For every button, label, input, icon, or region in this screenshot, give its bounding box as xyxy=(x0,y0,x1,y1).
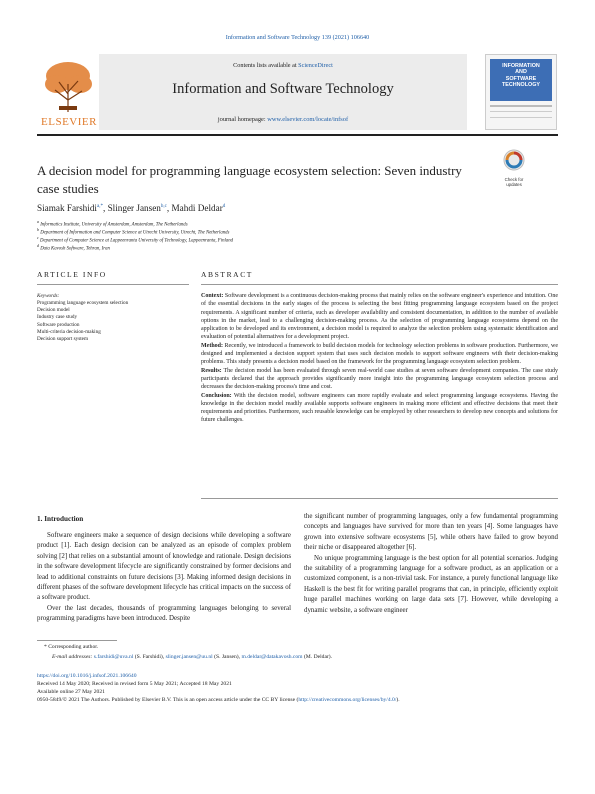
contents-line xyxy=(99,62,467,69)
email-link[interactable]: slinger.jansen@uu.nl xyxy=(165,654,213,660)
affiliation-text: Data Kavosh Software, Tehran, Iran xyxy=(40,246,110,252)
affiliation-key: a xyxy=(37,219,39,224)
keywords-label: Keywords: xyxy=(37,293,60,299)
author-name: Siamak Farshidi xyxy=(37,203,97,213)
doi-link[interactable]: https://doi.org/10.1016/j.infsof.2021.106640 xyxy=(37,673,137,679)
journal-cover xyxy=(485,54,557,130)
check-updates-icon xyxy=(500,148,528,172)
body-right-column xyxy=(304,512,558,616)
cover-divider xyxy=(490,111,552,112)
copyright-text: 0950-5849/© 2021 The Authors. Published by Elsevier B.V. This is an open access article under the CC BY license ( xyxy=(37,697,299,703)
abstract-paragraph xyxy=(201,342,558,367)
cover-divider xyxy=(490,105,552,107)
publisher-logo xyxy=(37,54,99,130)
section-heading: 1. Introduction xyxy=(37,515,84,523)
body-paragraph: the significant number of programming languages, only a few fundamental programming concepts and languages have survived for more than ten years [4]. Some languages have grown into extensive software ecosystems [5], while others have failed to grow beyond their niche or disappeared altogether [6]. xyxy=(304,513,558,552)
keyword: Decision support system xyxy=(37,336,89,342)
keyword: Multi-criteria decision-making xyxy=(37,329,101,335)
header-rule xyxy=(37,134,558,136)
abstract-heading: ABSTRACT xyxy=(201,270,253,279)
journal-header xyxy=(37,54,558,130)
abstract-body xyxy=(201,292,558,425)
journal-title: Information and Software Technology xyxy=(172,81,394,97)
abstract-paragraph xyxy=(201,367,558,392)
asterisk: * xyxy=(44,644,49,650)
footnote-rule xyxy=(37,640,117,641)
check-updates-label: Check for updates xyxy=(504,177,524,187)
email-link[interactable]: s.farshidi@uva.nl xyxy=(93,654,134,660)
affiliation-text: Department of Information and Computer Science at Utrecht University, Utrecht, The Netherlands xyxy=(40,230,230,236)
abstract-end-rule xyxy=(201,498,558,499)
keyword: Programming language ecosystem selection xyxy=(37,300,129,306)
received-dates: Received 14 May 2020; Received in revised form 5 May 2021; Accepted 18 May 2021 xyxy=(37,681,232,687)
publisher-name: ELSEVIER xyxy=(41,116,97,128)
author-list xyxy=(37,203,225,213)
keyword: Decision model xyxy=(37,307,70,313)
cover-title xyxy=(492,63,550,89)
abstract-paragraph xyxy=(201,292,558,342)
affiliation-key: c xyxy=(37,235,39,240)
check-for-updates-badge[interactable] xyxy=(500,148,528,187)
email-owner: (S. Jansen), xyxy=(214,654,241,660)
corresponding-text: Corresponding author. xyxy=(48,644,99,650)
abstract-label: Results: xyxy=(201,367,222,374)
email-owner: (M. Deldar). xyxy=(303,654,333,660)
body-paragraph: Software engineers make a sequence of design decisions while developing a software product [1]. Each design decision can be analyzed as an episode of complex problem solving [2] that relies on a substantial amount of knowledge and rationale. Design decisions in the software development lifecycle are significantly constrained by former decisions and lead to additional constraints on future decisions [3]. Making informed design decisions in different phases of the software development lifecycle has critical impacts on the success of a software product. xyxy=(37,532,291,602)
copyright-suffix: ). xyxy=(396,697,400,703)
abstract-rule xyxy=(201,284,558,285)
corresponding-note xyxy=(44,644,98,650)
email-line xyxy=(52,654,332,660)
homepage-line xyxy=(99,116,467,123)
license-link[interactable]: http://creativecommons.org/licenses/by/4.0/ xyxy=(298,697,397,703)
author-name: Slinger Jansen xyxy=(107,203,161,213)
abstract-label: Method: xyxy=(201,342,223,349)
journal-reference[interactable]: Information and Software Technology 139 (2021) 106640 xyxy=(225,34,370,41)
homepage-link[interactable]: www.elsevier.com/locate/infsof xyxy=(267,116,349,123)
abstract-text: With the decision model, software engineers can more rapidly evaluate and select programming language ecosystems. Having the knowledge in the decision model readily available supports software engineers in making more efficient and effective decisions that meet their requirements and priorities. Furthermore, such reusable knowledge can be employed by other researchers to develop new concepts and solutions for future challenges. xyxy=(201,392,558,424)
cover-line: TECHNOLOGY xyxy=(501,82,541,89)
abstract-text: Software development is a continuous decision-making process that mainly relies on the software engineer's experience and intuition. One of the essential decisions in the early stages of the process is selecting the best fitting programming language ecosystem based on the project requirements. A significant number of criteria, such as developer availability and consistent documentation, in addition to the number of available options in the market, lead to a challenging decision-making process. As the selection of programming language ecosystems depend on the application to be developed and its environment, a decision model is required to analyze the selection problem using systematic identification and evaluation of potential alternatives for a development project. xyxy=(201,293,558,341)
body-paragraph: Over the last decades, thousands of programming languages belonging to several programming paradigms have been introduced. Despite xyxy=(37,604,291,623)
keyword: Industry case study xyxy=(37,314,78,320)
body-paragraph: No unique programming language is the best option for all potential scenarios. Judging the suitability of a programming language for a software product, as an application or a customized component, is a non-trivial task. For instance, a purely functional language like Haskell is the best fit for writing parallel programs that can, in principle, efficiently exploit huge parallel machines working on large data sets [7]. However, while developing a dynamic website, a software engineer xyxy=(304,554,558,614)
email-link[interactable]: m.deldar@datakavosh.com xyxy=(241,654,303,660)
author-affiliation-ref[interactable]: d xyxy=(222,203,226,209)
copyright-line xyxy=(37,697,558,703)
affiliation-key: d xyxy=(37,243,39,248)
author-separator: , xyxy=(166,203,172,213)
abstract-text: The decision model has been evaluated through seven real-world case studies at seven software development companies. The case study participants declared that the approach provides significantly more insight into the programming language ecosystem selection process and decreases the decision-making process's time and cost. xyxy=(201,367,558,391)
cover-line: SOFTWARE xyxy=(505,75,537,82)
abstract-text: Recently, we introduced a framework to build decision models for technology selection problems in software production. Furthermore, we designed and implemented a decision support system that uses such decision models to support software engineers with their decision-making problems. This study presents a decision model based on the framework for the programming language ecosystem selection problem. xyxy=(201,342,558,366)
author-affiliation-ref[interactable]: a,* xyxy=(96,203,103,209)
cover-line: INFORMATION xyxy=(502,63,540,69)
sciencedirect-link[interactable]: ScienceDirect xyxy=(298,62,333,69)
author-separator: , xyxy=(102,203,108,213)
affiliation xyxy=(37,243,110,252)
article-title: A decision model for programming language ecosystem selection: Seven industry case studies xyxy=(37,163,462,196)
homepage-prefix: journal homepage: xyxy=(217,116,268,123)
cover-divider xyxy=(490,117,552,118)
available-online: Available online 27 May 2021 xyxy=(37,689,105,695)
abstract-paragraph xyxy=(201,392,558,425)
emails-label: E-mail addresses: xyxy=(52,654,93,660)
affiliation-text: Informatics Institute, University of Amsterdam, Amsterdam, The Netherlands xyxy=(40,222,188,228)
contents-prefix: Contents lists available at xyxy=(233,62,299,69)
article-info-rule xyxy=(37,284,189,285)
keyword: Software production xyxy=(37,322,80,328)
article-info-heading: ARTICLE INFO xyxy=(37,270,107,279)
affiliation-key: b xyxy=(37,227,39,232)
email-owner: (S. Farshidi), xyxy=(134,654,165,660)
journal-banner xyxy=(99,54,467,130)
body-left-column xyxy=(37,531,291,625)
author-affiliation-ref[interactable]: b,c xyxy=(160,203,167,209)
abstract-label: Conclusion: xyxy=(201,392,232,399)
affiliation-text: Department of Computer Science at Lappeenranta University of Technology, Lappeenranta, Finland xyxy=(39,238,233,244)
author-name: Mahdi Deldar xyxy=(171,203,223,213)
cover-line: AND xyxy=(515,69,527,76)
abstract-label: Context: xyxy=(201,293,224,299)
